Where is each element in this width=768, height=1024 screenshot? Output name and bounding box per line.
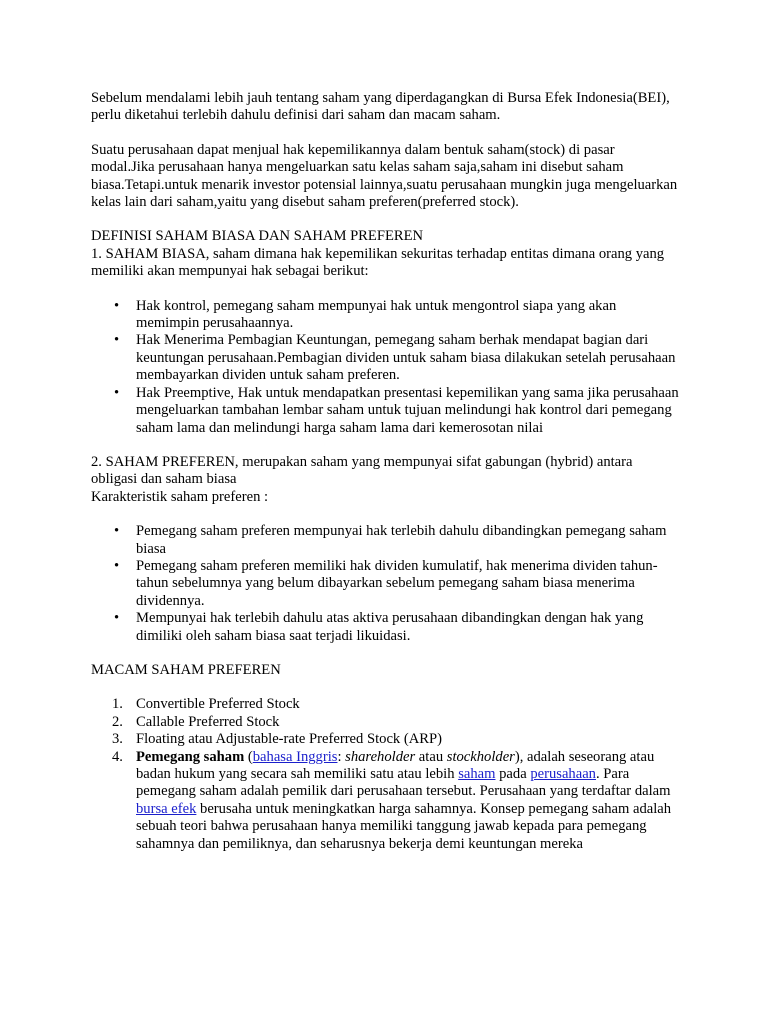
list-item: 1. Convertible Preferred Stock bbox=[112, 696, 300, 713]
definisi-heading: DEFINISI SAHAM BIASA DAN SAHAM PREFEREN bbox=[91, 228, 424, 245]
hak-list bbox=[91, 298, 681, 437]
perusahaan-link[interactable]: perusahaan bbox=[530, 766, 596, 782]
intro-paragraph-2: Suatu perusahaan dapat menjual hak kepemilikannya dalam bentuk saham(stock) di pasar modal.Jika perusahaan hanya mengeluarkan satu kelas saham saja,saham ini disebut saham biasa.Tetapi.untuk menarik investor potensial lainnya,suatu perusahaan mungkin juga mengeluarkan kelas lain dari saham,yaitu yang disebut saham preferen(preferred stock). bbox=[91, 141, 678, 211]
macam-list bbox=[91, 696, 681, 853]
list-item: 2. Callable Preferred Stock bbox=[112, 713, 280, 730]
list-item: • Hak Menerima Pembagian Keuntungan, pemegang saham berhak mendapat bagian dari keuntungan perusahaan.Pembagian dividen untuk saham biasa dilakukan setelah perusahaan membayarkan dividen untuk saham preferen. bbox=[91, 332, 681, 384]
list-item: • Pemegang saham preferen memiliki hak dividen kumulatif, hak menerima dividen tahun-tahun sebelumnya yang belum dibayarkan sebelum pemegang saham biasa menerima dividennya. bbox=[91, 558, 681, 610]
list-item: • Hak Preemptive, Hak untuk mendapatkan presentasi kepemilikan yang sama jika perusahaan mengeluarkan tambahan lembar saham untuk tujuan melindungi hak kontrol dari pemegang saham lama dan melindungi harga saham lama dari kemerosotan nilai bbox=[91, 385, 681, 437]
stockholder-term: stockholder bbox=[446, 748, 515, 765]
karakteristik-label: Karakteristik saham preferen : bbox=[91, 488, 269, 505]
saham-biasa-definition: 1. SAHAM BIASA, saham dimana hak kepemilikan sekuritas terhadap entitas dimana orang yang memiliki akan mempunyai hak sebagai berikut: bbox=[91, 245, 665, 280]
bahasa-inggris-link[interactable]: bahasa Inggris bbox=[252, 748, 338, 765]
bursa-efek-link[interactable]: bursa efek bbox=[136, 800, 197, 817]
list-item-pemegang-saham: 4. Pemegang saham (bahasa Inggris: shareholder atau stockholder), adalah seseorang atau badan hukum yang secara sah memiliki satu atau lebih saham pada perusahaan. Para pemegang saham adalah pemilik dari perusahaan tersebut. Perusahaan yang terdaftar dalam bursa efek berusaha untuk meningkatkan harga sahamnya. Konsep pemegang saham adalah sebuah teori bahwa perusahaan hanya memiliki tanggung jawab kepada para pemegang sahamnya dan pemiliknya, dan seharusnya bekerja demi keuntungan mereka bbox=[112, 748, 672, 852]
shareholder-term: shareholder bbox=[345, 748, 416, 765]
pemegang-saham-term: Pemegang saham bbox=[136, 748, 245, 765]
list-item: • Pemegang saham preferen mempunyai hak terlebih dahulu dibandingkan pemegang saham biasa bbox=[91, 523, 681, 558]
document-body bbox=[91, 90, 681, 853]
list-item: 3. Floating atau Adjustable-rate Preferred Stock (ARP) bbox=[112, 731, 442, 748]
saham-link[interactable]: saham bbox=[458, 766, 496, 782]
karakteristik-list bbox=[91, 523, 681, 645]
macam-heading: MACAM SAHAM PREFEREN bbox=[91, 661, 281, 678]
saham-preferen-definition: 2. SAHAM PREFEREN, merupakan saham yang mempunyai sifat gabungan (hybrid) antara obligasi dan saham biasa bbox=[91, 453, 633, 488]
intro-paragraph-1: Sebelum mendalami lebih jauh tentang saham yang diperdagangkan di Bursa Efek Indonesia(BEI), perlu diketahui terlebih dahulu definisi dari saham dan macam saham. bbox=[91, 90, 670, 124]
list-item: • Hak kontrol, pemegang saham mempunyai hak untuk mengontrol siapa yang akan memimpin perusahaannya. bbox=[91, 298, 681, 333]
list-item: • Mempunyai hak terlebih dahulu atas aktiva perusahaan dibandingkan dengan hak yang dimiliki oleh saham biasa saat terjadi likuidasi. bbox=[91, 610, 681, 645]
